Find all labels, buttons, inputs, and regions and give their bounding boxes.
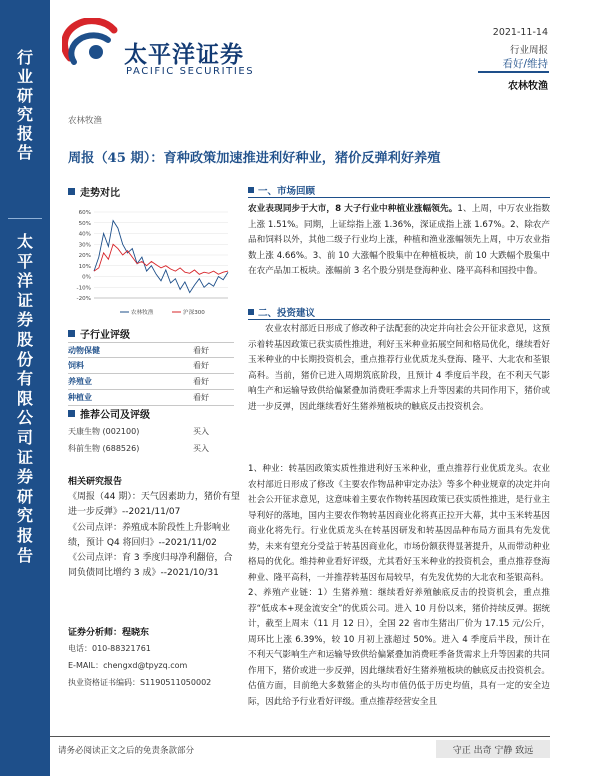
related-report-link[interactable]: 《公司点评：育 3 季度归母净利翻倍，合同负债同比增约 3 成》--2021/10/31 <box>68 553 233 579</box>
side-char: 有 <box>16 369 33 389</box>
sub-industry-rating: 看好 <box>193 361 209 370</box>
side-char: 业 <box>16 67 33 86</box>
advice-paragraph-3: 2、养殖产业链：1）生猪养殖：继续看好养殖触底反击的投资机会，重点推荐“低成本+现金流安全”的优质公司。进入 10 月份以来，猪价持续反弹。据统计，截至上周末（11 月 12 日），全国 22 省市生猪出厂价为 17.15 元/公斤，周环比上涨 6.39%，较 10 月初上涨超过 50%。进入 4 季度后半段，预计在不利天气影响生产和运输导致供给偏紧叠加消费旺季备货需求上升等因素的共同作用下，猪价或进一步反弹，因此继续看好生猪养殖板块的触底反击投资机会。估值方面，目前绝大多数猪企的头均市值仍低于历史均值，具有一定的安全边际，因此给予行业看好评级。重点推荐经营安全且 <box>248 588 550 707</box>
market-review-heading: 一、市场回顾 <box>248 184 550 196</box>
series-line <box>94 244 228 274</box>
section-bullet-icon <box>68 410 75 417</box>
side-char: 告 <box>16 545 33 565</box>
y-tick-label: 0% <box>82 274 91 281</box>
industry-rating: 看好/维持 <box>502 58 548 70</box>
side-char: 份 <box>16 349 33 369</box>
brand-name: 太平洋证券 <box>124 41 244 68</box>
section-rule <box>248 197 550 198</box>
market-review-text <box>248 202 550 280</box>
side-char: 研 <box>16 486 33 506</box>
company-rating: 买入 <box>193 444 209 453</box>
footer-disclaimer: 请务必阅读正文之后的免责条款部分 <box>58 746 195 756</box>
trend-chart <box>68 204 236 319</box>
brand-name-en: PACIFIC SECURITIES <box>126 66 255 77</box>
header-rule <box>478 71 549 73</box>
side-divider <box>8 218 42 219</box>
table-row <box>68 358 234 374</box>
section-bullet-icon <box>68 188 75 195</box>
side-label-research-report <box>0 48 50 162</box>
section-bullet-icon <box>68 330 75 337</box>
side-char: 究 <box>16 506 33 526</box>
side-char: 券 <box>16 310 33 330</box>
section-rule <box>248 319 550 320</box>
analyst-email[interactable]: E-MAIL：chengxd@tpyzq.com <box>68 661 188 670</box>
side-char: 告 <box>16 143 33 162</box>
market-review-body: 1、上周，中万农业指数上涨 1.51%。同期，上证综指上涨 1.36%，深证成指上涨 1.67%。2、除农产品和饲料以外，其他二级子行业均上涨，种植和渔业涨幅领先上周，中万农业指数上涨 4.66%。3、前 10 大涨幅个股集中在种植板块，前 10 大跌幅个股集中在农产品加工板块。涨幅前 3 名个股分别是登海种业、隆平高科和国投中鲁。 <box>248 204 550 276</box>
legend-label: 农林牧渔 <box>131 310 154 316</box>
side-char: 行 <box>16 48 33 67</box>
side-char: 证 <box>16 447 33 467</box>
table-row <box>68 440 234 457</box>
company-name: 天康生物 (002100) <box>68 427 140 436</box>
related-reports-heading: 相关研究报告 <box>68 477 123 487</box>
sub-industry-name: 养殖业 <box>68 377 92 386</box>
sub-rating-heading: 子行业评级 <box>68 326 130 340</box>
investment-advice-heading: 二、投资建议 <box>248 306 550 318</box>
side-char: 司 <box>16 427 33 447</box>
company-rating: 买入 <box>193 427 209 436</box>
recommendation-heading: 推荐公司及评级 <box>68 406 150 420</box>
footer-rule <box>50 736 550 737</box>
analyst-heading: 证券分析师：程晓东 <box>68 628 150 638</box>
market-review-lead: 农业表现同步于大市，8 大子行业中种植业涨幅领先。 <box>248 204 458 214</box>
report-date: 2021-11-14 <box>492 27 548 38</box>
side-char: 报 <box>16 525 33 545</box>
y-tick-label: -20% <box>76 296 91 303</box>
sub-industry-rating: 看好 <box>193 377 209 386</box>
company-motto: 守正 出奇 宁静 致远 <box>436 740 550 758</box>
y-tick-label: 10% <box>78 263 91 270</box>
breadcrumb: 农林牧渔 <box>68 116 103 126</box>
analyst-license: 执业资格证书编码：S1190511050002 <box>68 678 212 687</box>
related-report-link[interactable]: 《公司点评：养殖成本阶段性上升影响业绩，预计 Q4 将回归》--2021/11/02 <box>68 522 231 548</box>
side-char: 公 <box>16 408 33 428</box>
table-row <box>68 390 234 406</box>
side-char: 洋 <box>16 271 33 291</box>
side-char: 证 <box>16 290 33 310</box>
side-char: 券 <box>16 467 33 487</box>
sub-industry-rating: 看好 <box>193 345 209 355</box>
table-row <box>68 342 234 358</box>
table-row <box>68 423 234 440</box>
section-bullet-icon <box>248 309 254 315</box>
y-tick-label: 30% <box>78 242 91 249</box>
sub-industry-name: 饲料 <box>68 361 84 370</box>
legend-label: 沪深300 <box>183 310 205 316</box>
sub-rating-table <box>68 342 234 406</box>
page-title: 周报（45 期）：育种政策加速推进利好种业，猪价反弹利好养殖 <box>68 151 441 166</box>
side-char: 限 <box>16 388 33 408</box>
company-name: 科前生物 (688526) <box>68 444 140 453</box>
side-banner <box>0 0 50 776</box>
sub-industry-name: 种植业 <box>68 393 92 402</box>
side-char: 平 <box>16 251 33 271</box>
report-type: 行业周报 <box>509 45 548 56</box>
side-char: 报 <box>16 124 33 143</box>
sub-industry-rating: 看好 <box>193 393 209 402</box>
recommendation-table <box>68 423 234 457</box>
side-char: 研 <box>16 86 33 105</box>
related-reports-list <box>68 490 240 582</box>
industry-name: 农林牧渔 <box>508 81 548 92</box>
y-tick-label: -10% <box>76 285 91 292</box>
side-char: 股 <box>16 329 33 349</box>
section-bullet-icon <box>248 187 254 193</box>
side-label-company <box>0 232 50 565</box>
side-char: 究 <box>16 105 33 124</box>
advice-paragraph-1: 农业农村部近日形成了修改种子法配套的决定并向社会公开征求意见，这预示着转基因政策已获实质性推进，利好玉米种业拓展空间和格局优化，继续看好玉米种业的中长期投资机会，重点推荐行业优质龙头登海、隆平、大北农和荃银高科。当前，猪价已进入周期筑底阶段，且预计 4 季度后半段，在不利天气影响生产和运输导致供给偏紧叠加消费旺季需求上升等因素的共同作用下，猪价或进一步反弹，因此继续看好生猪养殖板块的触底反击投资机会。 <box>248 324 550 412</box>
y-tick-label: 20% <box>78 253 91 260</box>
sub-industry-name: 动物保健 <box>68 345 100 355</box>
advice-paragraph-2: 1、种业：转基因政策实质性推进利好玉米种业，重点推荐行业优质龙头。农业农村部近日形成了修改《主要农作物品种审定办法》等多个种业规章的决定并向社会公开征求意见，这意味着主要农作物转基因政策已获实质性推进，是行业主导利好的落地，国内主要农作物转基因商业化将真正拉开大幕，其中玉米转基因商业化将先行。行业优质龙头在转基因研发和转基因品种布局方面具有先发优势，未来有望充分受益于转基因商业化，市场份额获得显著提升，从而带动种业格局的优化。维持种业看好评级，尤其看好玉米种业的投资机会，重点推荐登海种业、隆平高科，一并推荐转基因布局较早，有先发优势的大北农和荃银高科。 <box>248 464 550 583</box>
analyst-phone: 电话：010-88321761 <box>68 644 151 653</box>
related-report-link[interactable]: 《周报（44 期）：天气因素助力，猪价有望进一步反弹》--2021/11/07 <box>68 492 240 518</box>
y-tick-label: 40% <box>78 231 91 238</box>
side-char: 太 <box>16 232 33 251</box>
y-tick-label: 60% <box>78 210 91 217</box>
company-logo-icon <box>62 18 122 70</box>
table-row <box>68 374 234 390</box>
y-tick-label: 50% <box>78 220 91 227</box>
trend-heading: 走势对比 <box>68 184 120 198</box>
series-line <box>94 221 228 293</box>
